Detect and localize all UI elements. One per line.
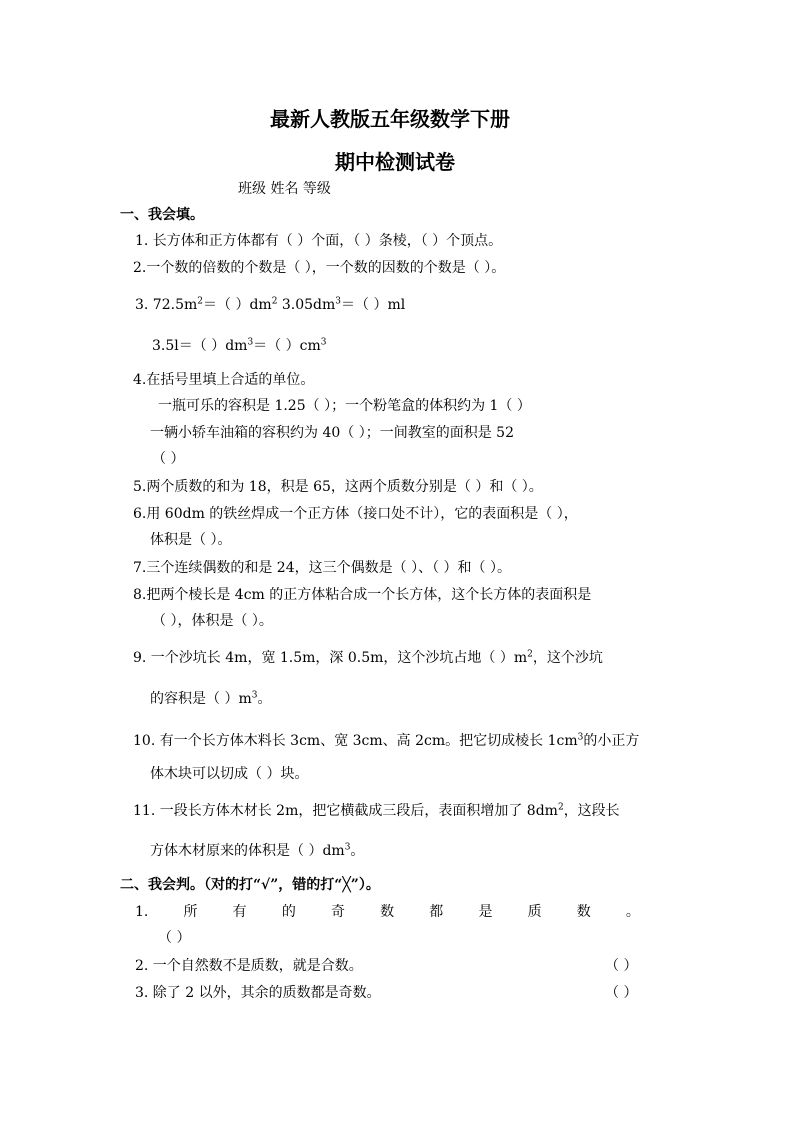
q11-part-d: 。 bbox=[350, 843, 365, 859]
question-9-line-b bbox=[150, 689, 271, 709]
judge-1-char: 奇 bbox=[330, 904, 345, 920]
question-1: 1. 长方体和正方体都有（ ）个面，（ ）条棱，（ ）个顶点。 bbox=[135, 233, 503, 249]
question-6-line-b: 体积是（ ）。 bbox=[150, 532, 232, 548]
q10-part-a: 10. 有一个长方体木料长 3cm、宽 3cm、高 2cm。把它切成棱长 1cm bbox=[133, 733, 578, 749]
q11-part-a: 11. 一段长方体木材长 2m，把它横截成三段后，表面积增加了 8dm bbox=[133, 803, 558, 819]
q3-sup-b: 2 bbox=[271, 296, 278, 307]
question-4-line-c: （ ） bbox=[152, 451, 185, 467]
judge-1-char: 质 bbox=[527, 904, 542, 920]
question-8-line-a: 8.把两个棱长是 4cm 的正方体粘合成一个长方体，这个长方体的表面积是 bbox=[133, 587, 592, 603]
question-9-line-a bbox=[133, 648, 603, 668]
question-4: 4.在括号里填上合适的单位。 bbox=[133, 372, 315, 388]
question-4-line-b: 一辆小轿车油箱的容积约为 40（ ）；一间教室的面积是 52 bbox=[150, 425, 514, 441]
judge-1-char: 1. bbox=[135, 904, 149, 920]
judge-1-char: 都 bbox=[429, 904, 444, 920]
q3-sup-a: 2 bbox=[197, 296, 203, 307]
judge-3-parens: （ ） bbox=[605, 985, 638, 1001]
question-3-line-2 bbox=[152, 336, 326, 356]
q3-part-f: ＝（ ）cm bbox=[253, 338, 321, 354]
question-8-line-b: （ ），体积是（ ）。 bbox=[152, 613, 273, 629]
q9-sup-a: 2 bbox=[527, 649, 533, 660]
q9-part-b: ，这个沙坑 bbox=[532, 650, 603, 666]
judge-3-text: 3. 除了 2 以外，其余的质数都是奇数。 bbox=[135, 985, 381, 1001]
q3-sup-d: 3 bbox=[247, 337, 254, 348]
section-2-heading: 二、我会判。（对的打“√”，错的打“╳”）。 bbox=[120, 877, 380, 893]
student-info-line: 班级 姓名 等级 bbox=[238, 181, 331, 197]
judge-1-char: 。 bbox=[625, 904, 640, 920]
judge-1-char: 数 bbox=[576, 904, 591, 920]
q11-sup-b: 3 bbox=[344, 842, 351, 853]
question-6-line-a: 6.用 60dm 的铁丝焊成一个正方体（接口处不计），它的表面积是（ ）， bbox=[133, 506, 578, 522]
question-11-line-b bbox=[150, 841, 364, 861]
q3-part-e: 3.5l＝（ ）dm bbox=[152, 338, 248, 354]
q3-sup-c: 3 bbox=[335, 296, 342, 307]
question-3-line-1 bbox=[135, 295, 405, 315]
question-7: 7.三个连续偶数的和是 24，这三个偶数是（ ）、（ ）和（ ）。 bbox=[133, 560, 511, 576]
question-5: 5.两个质数的和为 18，积是 65，这两个质数分别是（ ）和（ ）。 bbox=[133, 479, 543, 495]
judge-1-char: 所 bbox=[183, 904, 198, 920]
q9-part-c: 的容积是（ ）m bbox=[150, 691, 252, 707]
section-1-heading: 一、我会填。 bbox=[120, 207, 204, 223]
q3-part-b: ＝（ ）dm bbox=[203, 297, 272, 313]
q3-part-a: 3. 72.5m bbox=[135, 297, 198, 313]
exam-subtitle: 期中检测试卷 bbox=[335, 150, 455, 174]
question-2: 2.一个数的倍数的个数是（ ），一个数的因数的个数是（ ）。 bbox=[133, 260, 506, 276]
q11-part-c: 方体木材原来的体积是（ ）dm bbox=[150, 843, 345, 859]
q3-part-d: ＝（ ）ml bbox=[341, 297, 406, 313]
judge-1-parens: （ ） bbox=[158, 930, 191, 946]
q9-sup-b: 3 bbox=[251, 690, 258, 701]
judge-1-char: 是 bbox=[478, 904, 493, 920]
q9-part-a: 9. 一个沙坑长 4m，宽 1.5m，深 0.5m，这个沙坑占地（ ）m bbox=[133, 650, 528, 666]
q9-part-d: 。 bbox=[257, 691, 272, 707]
judge-1-char: 有 bbox=[232, 904, 247, 920]
q10-part-b: 的小正方 bbox=[583, 733, 640, 749]
q3-part-c: 3.05dm bbox=[277, 297, 336, 313]
judge-1-char: 的 bbox=[281, 904, 296, 920]
q10-sup: 3 bbox=[577, 732, 584, 743]
judge-1-line bbox=[135, 902, 640, 922]
question-4-line-a: 一瓶可乐的容积是 1.25（ ）；一个粉笔盒的体积约为 1（ ） bbox=[158, 398, 531, 414]
exam-title: 最新人教版五年级数学下册 bbox=[270, 107, 510, 131]
judge-1-char: 数 bbox=[380, 904, 395, 920]
judge-2-text: 2. 一个自然数不是质数，就是合数。 bbox=[135, 958, 363, 974]
question-11-line-a bbox=[133, 801, 620, 821]
judge-2-parens: （ ） bbox=[605, 958, 638, 974]
q11-part-b: ，这段长 bbox=[563, 803, 620, 819]
question-10-line-a bbox=[133, 731, 639, 751]
question-10-line-b: 体木块可以切成（ ）块。 bbox=[150, 766, 309, 782]
q3-sup-e: 3 bbox=[320, 337, 327, 348]
q11-sup-a: 2 bbox=[557, 802, 564, 813]
